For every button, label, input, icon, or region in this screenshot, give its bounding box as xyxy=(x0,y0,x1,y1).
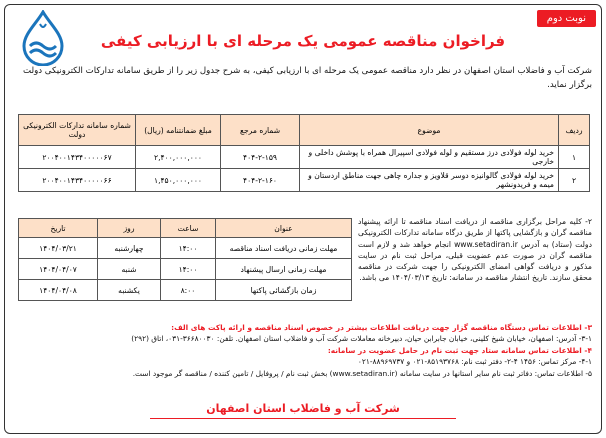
intro-text: شرکت آب و فاضلاب استان اصفهان در نظر دارد مناقصه عمومی یک مرحله ای با ارزیابی کیفی، به شرح جدول زیر را از طریق سامانه تدارکات الکترونیکی دولت برگزار نماید. xyxy=(23,66,592,90)
contact-info xyxy=(14,322,592,379)
col-date: تاریخ xyxy=(19,219,98,238)
schedule-date: ۱۴۰۴/۰۴/۰۸ xyxy=(19,280,98,301)
schedule-day: یکشنبه xyxy=(98,280,161,301)
tender-table-header xyxy=(19,115,590,146)
table-row xyxy=(19,169,590,192)
row-subject: خرید لوله فولادی درز مستقیم و لوله فولادی اسپیرال همراه با پوشش داخلی و خارجی xyxy=(300,146,559,169)
row-number: ۱ xyxy=(559,146,590,169)
col-ref: شماره مرجع xyxy=(221,115,300,146)
setad-contact-header: ۴- اطلاعات تماس سامانه ستاد جهت ثبت نام در حامل عضویت در سامانه: xyxy=(327,345,592,355)
notice-title: فراخوان مناقصه عمومی یک مرحله ای با ارزیابی کیفی xyxy=(100,32,506,50)
schedule-time: ۸:۰۰ xyxy=(161,280,216,301)
row-ref: ۴۰۴-۲-۱۶۰ xyxy=(221,169,300,192)
schedule-day: شنبه xyxy=(98,259,161,280)
company-signature: شرکت آب و فاضلاب استان اصفهان xyxy=(206,402,400,415)
col-day: روز xyxy=(98,219,161,238)
table-row xyxy=(19,238,352,259)
col-row: ردیف xyxy=(559,115,590,146)
col-system-number: شماره سامانه تدارکات الکترونیکی دولت xyxy=(19,115,136,146)
schedule-time: ۱۴:۰۰ xyxy=(161,238,216,259)
procedure-notes: ۲- کلیه مراحل برگزاری مناقصه از دریافت اسناد مناقصه تا ارائه پیشنهاد مناقصه گران و بازگشایی پاکتها از طریق درگاه سامانه تدارکات الکترونیکی دولت (ستاد) به آدرس www.setadiran.ir انجام خواهد شد و لازم است مناقصه گران در صورت عدم عضویت قبلی، مراحل ثبت نام در سایت مذکور و دریافت گواهی امضای الکترونیکی را جهت شرکت در مناقصه محقق سازند. تاریخ انتشار مناقصه در سامانه: تاریخ ۱۴۰۴/۰۳/۱۳ می باشد. xyxy=(358,217,592,283)
schedule-title: زمان بازگشائی پاکتها xyxy=(216,280,352,301)
schedule-date: ۱۴۰۴/۰۴/۰۷ xyxy=(19,259,98,280)
row-ref: ۴۰۴-۲-۱۵۹ xyxy=(221,146,300,169)
row-system-number: ۲۰۰۴۰۰۱۴۳۴۰۰۰۰۰۶۷ xyxy=(19,146,136,169)
table-row xyxy=(19,280,352,301)
row-system-number: ۲۰۰۴۰۰۱۴۳۴۰۰۰۰۰۶۶ xyxy=(19,169,136,192)
contact-footnote: ۵- اطلاعات تماس: دفاتر ثبت نام سایر استانها در سایت سامانه (www.setadiran.ir) بخش ثبت نام / پروفایل / تامین کننده / مناقصه گر موجود است. xyxy=(132,368,592,378)
table-row xyxy=(19,146,590,169)
row-subject: خرید لوله فولادی گالوانیزه دوسر قلاویز و جداره چاهی جهت مناطق اردستان و میمه و فریدونشهر xyxy=(300,169,559,192)
schedule-title: مهلت زمانی دریافت اسناد مناقصه xyxy=(216,238,352,259)
col-guarantee: مبلغ ضمانتنامه (ریال) xyxy=(136,115,221,146)
second-round-badge: نوبت دوم xyxy=(537,10,596,27)
col-time: ساعت xyxy=(161,219,216,238)
col-title: عنوان xyxy=(216,219,352,238)
col-subject: موضوع xyxy=(300,115,559,146)
row-guarantee: ۲,۴۰۰,۰۰۰,۰۰۰ xyxy=(136,146,221,169)
footer-divider xyxy=(150,418,456,419)
setad-call-center: ۴-۱- مرکز تماس: ۱۴۵۶ ۴-۲- دفتر ثبت نام: ۸۵۱۹۳۷۶۸-۰۲۱ و ۸۸۹۶۹۷۳۷-۰۲۱ xyxy=(357,357,592,367)
schedule-time: ۱۴:۰۰ xyxy=(161,259,216,280)
schedule-table xyxy=(18,218,352,301)
schedule-day: چهارشنبه xyxy=(98,238,161,259)
tender-table xyxy=(18,114,590,192)
schedule-title: مهلت زمانی ارسال پیشنهاد xyxy=(216,259,352,280)
schedule-table-header xyxy=(19,219,352,238)
contact-address: ۳-۱- آدرس: اصفهان، خیابان شیخ کلینی، خیابان جابرابن حیان، دبیرخانه معاملات شرکت آب و فاضلاب استان اصفهان. تلفن: ۳۶۶۸۰۰۳۰-۰۳۱، اتاق (۲۹۲) xyxy=(131,334,592,344)
row-number: ۲ xyxy=(559,169,590,192)
row-guarantee: ۱,۴۵۰,۰۰۰,۰۰۰ xyxy=(136,169,221,192)
schedule-date: ۱۴۰۴/۰۳/۲۱ xyxy=(19,238,98,259)
water-company-logo-icon xyxy=(18,10,68,66)
table-row xyxy=(19,259,352,280)
contact-header: ۳- اطلاعات تماس دستگاه مناقصه گزار جهت دریافت اطلاعات بیشتر در خصوص اسناد مناقصه و ارائه پاکت های الف: xyxy=(171,323,592,332)
